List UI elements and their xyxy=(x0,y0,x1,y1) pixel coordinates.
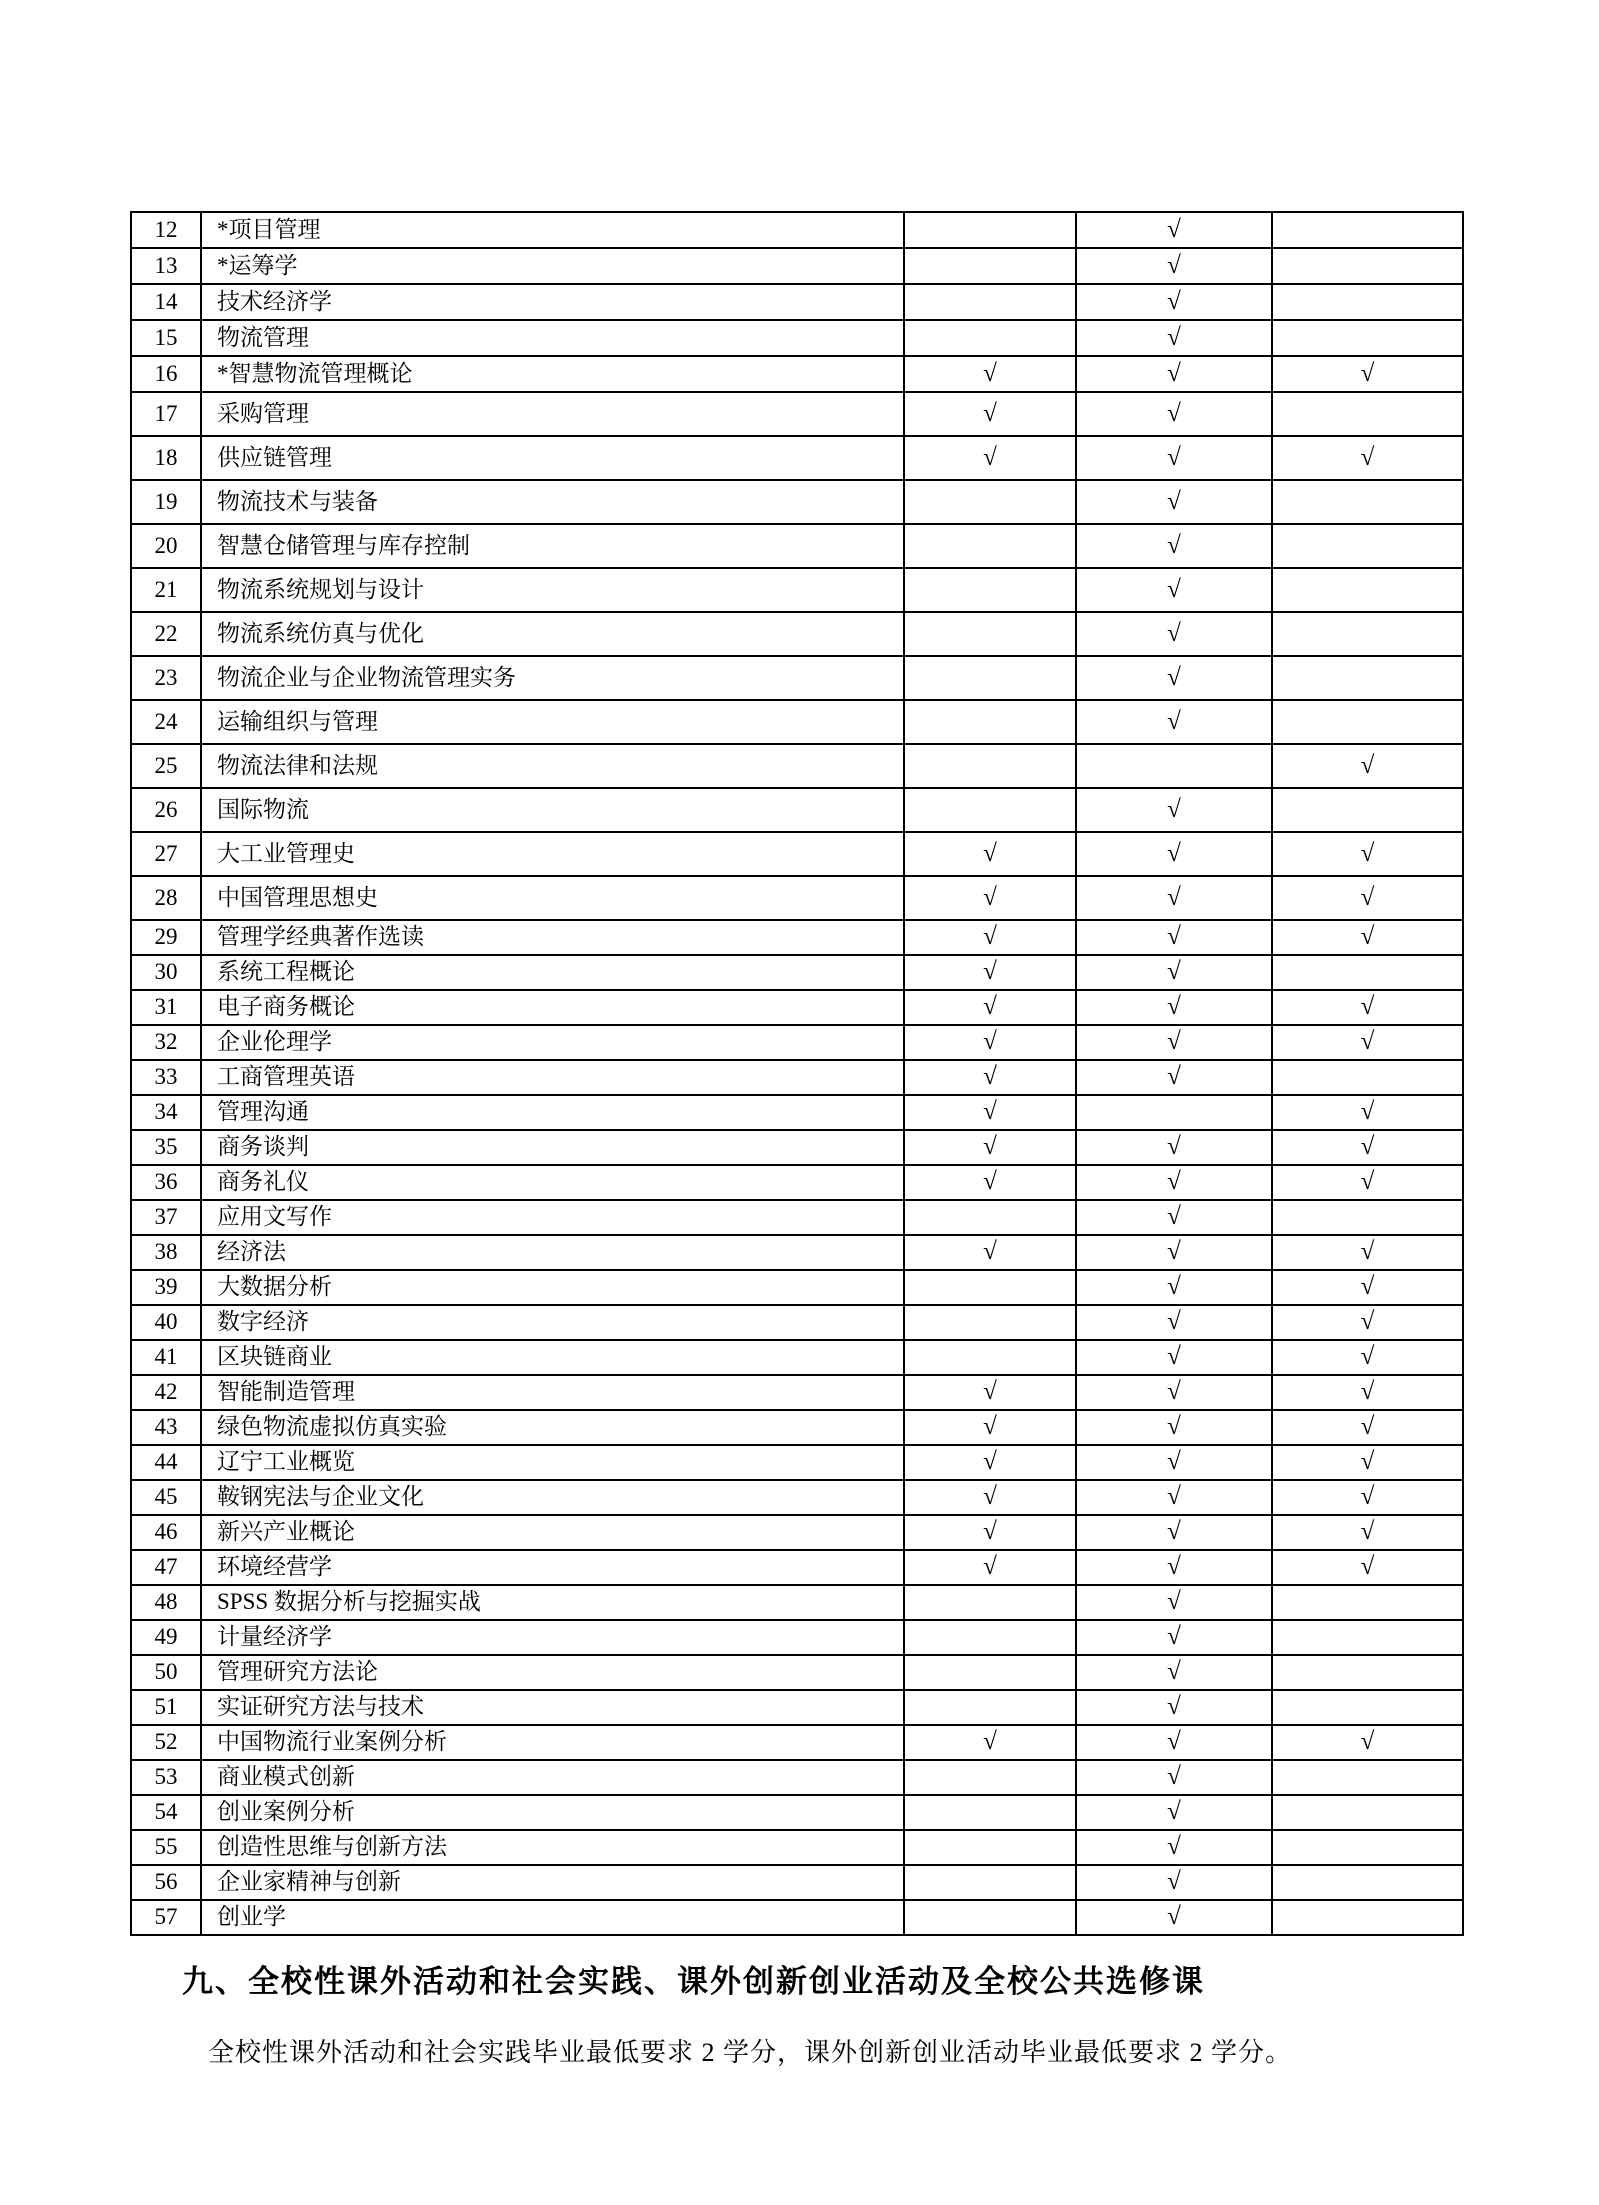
table-row xyxy=(131,568,1463,612)
check-cell: √ xyxy=(1076,1340,1272,1375)
check-cell xyxy=(1272,1620,1463,1655)
course-table-body xyxy=(131,212,1463,1935)
row-number-cell: 43 xyxy=(131,1410,201,1445)
check-cell: √ xyxy=(904,1515,1076,1550)
row-number-cell: 53 xyxy=(131,1760,201,1795)
check-cell xyxy=(904,320,1076,356)
row-number-cell: 27 xyxy=(131,832,201,876)
row-number-cell: 28 xyxy=(131,876,201,920)
check-cell xyxy=(1272,612,1463,656)
check-cell: √ xyxy=(904,1095,1076,1130)
check-cell xyxy=(1272,320,1463,356)
check-cell xyxy=(1272,1690,1463,1725)
row-number-cell: 22 xyxy=(131,612,201,656)
check-cell: √ xyxy=(1272,356,1463,392)
course-name-cell: 采购管理 xyxy=(201,392,904,436)
check-cell: √ xyxy=(1076,1725,1272,1760)
check-cell: √ xyxy=(1076,392,1272,436)
course-name-cell: 中国管理思想史 xyxy=(201,876,904,920)
course-name-cell: 经济法 xyxy=(201,1235,904,1270)
table-row xyxy=(131,788,1463,832)
check-cell: √ xyxy=(1272,1340,1463,1375)
course-name-cell: 物流系统仿真与优化 xyxy=(201,612,904,656)
check-cell xyxy=(904,1305,1076,1340)
check-cell: √ xyxy=(1076,1410,1272,1445)
check-cell: √ xyxy=(1076,656,1272,700)
table-row xyxy=(131,1095,1463,1130)
course-name-cell: 辽宁工业概览 xyxy=(201,1445,904,1480)
row-number-cell: 57 xyxy=(131,1900,201,1935)
table-row xyxy=(131,700,1463,744)
course-name-cell: 区块链商业 xyxy=(201,1340,904,1375)
course-name-cell: 管理沟通 xyxy=(201,1095,904,1130)
check-cell xyxy=(904,568,1076,612)
check-cell: √ xyxy=(904,1375,1076,1410)
check-cell: √ xyxy=(1076,436,1272,480)
course-name-cell: 企业家精神与创新 xyxy=(201,1865,904,1900)
check-cell: √ xyxy=(1272,1445,1463,1480)
check-cell: √ xyxy=(1076,1270,1272,1305)
course-name-cell: 大工业管理史 xyxy=(201,832,904,876)
check-cell: √ xyxy=(1076,1865,1272,1900)
table-row xyxy=(131,1410,1463,1445)
check-cell: √ xyxy=(904,920,1076,955)
table-row xyxy=(131,1760,1463,1795)
check-cell: √ xyxy=(1076,1445,1272,1480)
check-cell xyxy=(904,744,1076,788)
check-cell: √ xyxy=(1076,1375,1272,1410)
check-cell: √ xyxy=(904,1165,1076,1200)
check-cell xyxy=(1272,1830,1463,1865)
table-row xyxy=(131,1725,1463,1760)
table-row xyxy=(131,212,1463,248)
check-cell: √ xyxy=(904,1480,1076,1515)
row-number-cell: 33 xyxy=(131,1060,201,1095)
row-number-cell: 37 xyxy=(131,1200,201,1235)
course-name-cell: 管理学经典著作选读 xyxy=(201,920,904,955)
table-row xyxy=(131,876,1463,920)
row-number-cell: 52 xyxy=(131,1725,201,1760)
table-row xyxy=(131,524,1463,568)
table-row xyxy=(131,920,1463,955)
check-cell: √ xyxy=(904,832,1076,876)
check-cell xyxy=(904,1270,1076,1305)
check-cell: √ xyxy=(1076,248,1272,284)
check-cell: √ xyxy=(1272,1305,1463,1340)
check-cell: √ xyxy=(904,990,1076,1025)
check-cell: √ xyxy=(1272,876,1463,920)
check-cell: √ xyxy=(1076,1165,1272,1200)
check-cell xyxy=(904,1200,1076,1235)
course-name-cell: 物流系统规划与设计 xyxy=(201,568,904,612)
check-cell: √ xyxy=(1076,1795,1272,1830)
check-cell xyxy=(904,480,1076,524)
table-row xyxy=(131,1305,1463,1340)
check-cell xyxy=(1272,568,1463,612)
check-cell xyxy=(1272,700,1463,744)
check-cell xyxy=(1272,392,1463,436)
check-cell: √ xyxy=(1076,524,1272,568)
table-row xyxy=(131,990,1463,1025)
check-cell: √ xyxy=(904,1060,1076,1095)
check-cell xyxy=(1272,1200,1463,1235)
check-cell xyxy=(904,1690,1076,1725)
table-row xyxy=(131,1830,1463,1865)
check-cell xyxy=(904,1340,1076,1375)
check-cell: √ xyxy=(1076,612,1272,656)
table-row xyxy=(131,1585,1463,1620)
row-number-cell: 45 xyxy=(131,1480,201,1515)
check-cell: √ xyxy=(904,1025,1076,1060)
table-row xyxy=(131,1690,1463,1725)
row-number-cell: 39 xyxy=(131,1270,201,1305)
check-cell: √ xyxy=(1076,1900,1272,1935)
check-cell xyxy=(1272,480,1463,524)
table-row xyxy=(131,1480,1463,1515)
course-name-cell: 商务谈判 xyxy=(201,1130,904,1165)
section-heading: 九、全校性课外活动和社会实践、课外创新创业活动及全校公共选修课 xyxy=(182,1964,1205,1999)
row-number-cell: 29 xyxy=(131,920,201,955)
table-row xyxy=(131,744,1463,788)
check-cell: √ xyxy=(1076,1585,1272,1620)
table-row xyxy=(131,392,1463,436)
row-number-cell: 48 xyxy=(131,1585,201,1620)
check-cell xyxy=(904,1655,1076,1690)
check-cell: √ xyxy=(904,1410,1076,1445)
check-cell: √ xyxy=(1076,1305,1272,1340)
check-cell: √ xyxy=(904,436,1076,480)
table-row xyxy=(131,1025,1463,1060)
table-row xyxy=(131,1620,1463,1655)
course-name-cell: 新兴产业概论 xyxy=(201,1515,904,1550)
row-number-cell: 36 xyxy=(131,1165,201,1200)
check-cell xyxy=(1272,955,1463,990)
check-cell: √ xyxy=(1076,1515,1272,1550)
course-name-cell: *项目管理 xyxy=(201,212,904,248)
course-name-cell: 企业伦理学 xyxy=(201,1025,904,1060)
course-name-cell: *智慧物流管理概论 xyxy=(201,356,904,392)
check-cell xyxy=(1272,1795,1463,1830)
table-row xyxy=(131,1445,1463,1480)
check-cell: √ xyxy=(1076,990,1272,1025)
table-row xyxy=(131,1900,1463,1935)
course-name-cell: 商务礼仪 xyxy=(201,1165,904,1200)
row-number-cell: 40 xyxy=(131,1305,201,1340)
check-cell: √ xyxy=(1076,832,1272,876)
check-cell xyxy=(1272,656,1463,700)
check-cell xyxy=(1272,212,1463,248)
check-cell xyxy=(904,1760,1076,1795)
row-number-cell: 35 xyxy=(131,1130,201,1165)
course-name-cell: 应用文写作 xyxy=(201,1200,904,1235)
check-cell: √ xyxy=(1076,320,1272,356)
check-cell: √ xyxy=(904,1445,1076,1480)
course-name-cell: 中国物流行业案例分析 xyxy=(201,1725,904,1760)
course-name-cell: 物流技术与装备 xyxy=(201,480,904,524)
check-cell: √ xyxy=(1076,1830,1272,1865)
check-cell: √ xyxy=(1076,1620,1272,1655)
table-row xyxy=(131,955,1463,990)
table-row xyxy=(131,1795,1463,1830)
check-cell: √ xyxy=(1272,832,1463,876)
check-cell xyxy=(904,1585,1076,1620)
check-cell xyxy=(904,248,1076,284)
check-cell xyxy=(1272,1760,1463,1795)
check-cell: √ xyxy=(904,392,1076,436)
check-cell: √ xyxy=(904,356,1076,392)
table-row xyxy=(131,356,1463,392)
course-name-cell: 智慧仓储管理与库存控制 xyxy=(201,524,904,568)
table-row xyxy=(131,1060,1463,1095)
course-name-cell: 物流法律和法规 xyxy=(201,744,904,788)
row-number-cell: 14 xyxy=(131,284,201,320)
check-cell: √ xyxy=(1272,1165,1463,1200)
check-cell xyxy=(1272,788,1463,832)
table-row xyxy=(131,248,1463,284)
row-number-cell: 51 xyxy=(131,1690,201,1725)
check-cell xyxy=(1076,1095,1272,1130)
check-cell: √ xyxy=(904,955,1076,990)
course-name-cell: 运输组织与管理 xyxy=(201,700,904,744)
course-name-cell: 环境经营学 xyxy=(201,1550,904,1585)
check-cell: √ xyxy=(1272,1375,1463,1410)
course-name-cell: 商业模式创新 xyxy=(201,1760,904,1795)
check-cell: √ xyxy=(1272,1410,1463,1445)
table-row xyxy=(131,320,1463,356)
row-number-cell: 20 xyxy=(131,524,201,568)
course-name-cell: 绿色物流虚拟仿真实验 xyxy=(201,1410,904,1445)
table-row xyxy=(131,1865,1463,1900)
check-cell: √ xyxy=(1272,1025,1463,1060)
course-name-cell: 创造性思维与创新方法 xyxy=(201,1830,904,1865)
row-number-cell: 15 xyxy=(131,320,201,356)
course-name-cell: 技术经济学 xyxy=(201,284,904,320)
course-name-cell: 智能制造管理 xyxy=(201,1375,904,1410)
row-number-cell: 12 xyxy=(131,212,201,248)
table-row xyxy=(131,1235,1463,1270)
check-cell: √ xyxy=(1076,876,1272,920)
row-number-cell: 54 xyxy=(131,1795,201,1830)
check-cell: √ xyxy=(1076,1200,1272,1235)
check-cell: √ xyxy=(1076,1655,1272,1690)
check-cell xyxy=(1272,1060,1463,1095)
check-cell xyxy=(1272,1655,1463,1690)
row-number-cell: 41 xyxy=(131,1340,201,1375)
check-cell xyxy=(1272,524,1463,568)
table-row xyxy=(131,480,1463,524)
check-cell: √ xyxy=(1076,788,1272,832)
check-cell: √ xyxy=(1076,700,1272,744)
table-row xyxy=(131,1165,1463,1200)
check-cell: √ xyxy=(1272,1550,1463,1585)
check-cell: √ xyxy=(1272,990,1463,1025)
course-name-cell: 电子商务概论 xyxy=(201,990,904,1025)
check-cell xyxy=(904,612,1076,656)
table-row xyxy=(131,1130,1463,1165)
check-cell xyxy=(1272,1865,1463,1900)
row-number-cell: 42 xyxy=(131,1375,201,1410)
table-row xyxy=(131,436,1463,480)
table-row xyxy=(131,612,1463,656)
check-cell: √ xyxy=(1076,1025,1272,1060)
check-cell: √ xyxy=(1076,356,1272,392)
table-row xyxy=(131,1270,1463,1305)
row-number-cell: 32 xyxy=(131,1025,201,1060)
row-number-cell: 13 xyxy=(131,248,201,284)
check-cell xyxy=(904,656,1076,700)
course-name-cell: 实证研究方法与技术 xyxy=(201,1690,904,1725)
table-row xyxy=(131,1340,1463,1375)
check-cell: √ xyxy=(1272,1095,1463,1130)
check-cell: √ xyxy=(1272,436,1463,480)
row-number-cell: 19 xyxy=(131,480,201,524)
check-cell: √ xyxy=(1272,1235,1463,1270)
check-cell: √ xyxy=(904,1725,1076,1760)
check-cell xyxy=(904,700,1076,744)
course-name-cell: SPSS 数据分析与挖掘实战 xyxy=(201,1585,904,1620)
row-number-cell: 44 xyxy=(131,1445,201,1480)
row-number-cell: 38 xyxy=(131,1235,201,1270)
body-paragraph: 全校性课外活动和社会实践毕业最低要求 2 学分，课外创新创业活动毕业最低要求 2 学分。 xyxy=(208,2038,1293,2067)
check-cell: √ xyxy=(1076,920,1272,955)
check-cell: √ xyxy=(1076,1760,1272,1795)
course-name-cell: 鞍钢宪法与企业文化 xyxy=(201,1480,904,1515)
check-cell xyxy=(1272,1900,1463,1935)
check-cell: √ xyxy=(1076,1690,1272,1725)
check-cell: √ xyxy=(1076,955,1272,990)
check-cell xyxy=(904,524,1076,568)
row-number-cell: 26 xyxy=(131,788,201,832)
table-row xyxy=(131,1515,1463,1550)
check-cell xyxy=(1272,1585,1463,1620)
check-cell: √ xyxy=(1076,1480,1272,1515)
table-row xyxy=(131,1655,1463,1690)
table-row xyxy=(131,656,1463,700)
check-cell: √ xyxy=(1076,480,1272,524)
check-cell: √ xyxy=(904,1550,1076,1585)
check-cell: √ xyxy=(1272,1480,1463,1515)
row-number-cell: 49 xyxy=(131,1620,201,1655)
course-name-cell: 计量经济学 xyxy=(201,1620,904,1655)
course-name-cell: 国际物流 xyxy=(201,788,904,832)
table-row xyxy=(131,1375,1463,1410)
check-cell xyxy=(904,1830,1076,1865)
check-cell: √ xyxy=(1272,1130,1463,1165)
check-cell xyxy=(904,788,1076,832)
check-cell: √ xyxy=(1272,920,1463,955)
table-row xyxy=(131,1200,1463,1235)
course-name-cell: 大数据分析 xyxy=(201,1270,904,1305)
course-name-cell: 供应链管理 xyxy=(201,436,904,480)
check-cell: √ xyxy=(904,876,1076,920)
check-cell: √ xyxy=(1272,1270,1463,1305)
check-cell xyxy=(904,1620,1076,1655)
check-cell: √ xyxy=(1076,212,1272,248)
check-cell: √ xyxy=(1076,1130,1272,1165)
row-number-cell: 25 xyxy=(131,744,201,788)
row-number-cell: 17 xyxy=(131,392,201,436)
course-name-cell: 管理研究方法论 xyxy=(201,1655,904,1690)
course-name-cell: 工商管理英语 xyxy=(201,1060,904,1095)
row-number-cell: 56 xyxy=(131,1865,201,1900)
course-name-cell: 数字经济 xyxy=(201,1305,904,1340)
row-number-cell: 16 xyxy=(131,356,201,392)
check-cell: √ xyxy=(1076,1060,1272,1095)
check-cell: √ xyxy=(904,1130,1076,1165)
check-cell: √ xyxy=(1272,744,1463,788)
course-name-cell: *运筹学 xyxy=(201,248,904,284)
row-number-cell: 31 xyxy=(131,990,201,1025)
check-cell xyxy=(904,284,1076,320)
check-cell xyxy=(904,212,1076,248)
check-cell: √ xyxy=(1076,568,1272,612)
course-name-cell: 系统工程概论 xyxy=(201,955,904,990)
check-cell xyxy=(904,1795,1076,1830)
course-selection-table xyxy=(130,211,1464,1936)
table-row xyxy=(131,284,1463,320)
course-name-cell: 创业学 xyxy=(201,1900,904,1935)
check-cell xyxy=(1076,744,1272,788)
row-number-cell: 24 xyxy=(131,700,201,744)
row-number-cell: 46 xyxy=(131,1515,201,1550)
row-number-cell: 23 xyxy=(131,656,201,700)
check-cell xyxy=(904,1900,1076,1935)
row-number-cell: 30 xyxy=(131,955,201,990)
row-number-cell: 50 xyxy=(131,1655,201,1690)
check-cell: √ xyxy=(1272,1725,1463,1760)
check-cell: √ xyxy=(1272,1515,1463,1550)
check-cell xyxy=(1272,284,1463,320)
table-row xyxy=(131,832,1463,876)
check-cell xyxy=(1272,248,1463,284)
check-cell: √ xyxy=(1076,1235,1272,1270)
check-cell: √ xyxy=(1076,1550,1272,1585)
row-number-cell: 55 xyxy=(131,1830,201,1865)
row-number-cell: 34 xyxy=(131,1095,201,1130)
table-row xyxy=(131,1550,1463,1585)
row-number-cell: 21 xyxy=(131,568,201,612)
course-name-cell: 物流企业与企业物流管理实务 xyxy=(201,656,904,700)
check-cell: √ xyxy=(904,1235,1076,1270)
check-cell: √ xyxy=(1076,284,1272,320)
course-name-cell: 创业案例分析 xyxy=(201,1795,904,1830)
row-number-cell: 18 xyxy=(131,436,201,480)
row-number-cell: 47 xyxy=(131,1550,201,1585)
course-name-cell: 物流管理 xyxy=(201,320,904,356)
check-cell xyxy=(904,1865,1076,1900)
